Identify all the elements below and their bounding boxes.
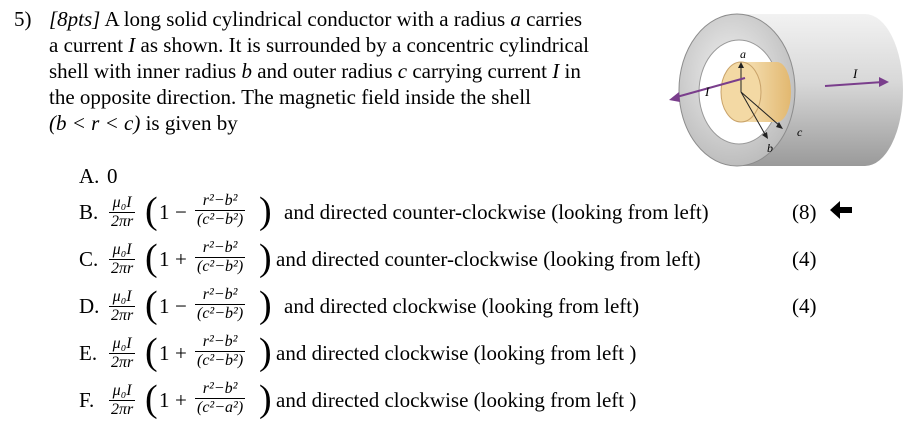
question-line-3: shell with inner radius b and outer radius c carrying current I in [49, 59, 581, 83]
question-line-2: a current I as shown. It is surrounded by a concentric cylindrical [49, 33, 590, 57]
inner-fraction: $\frac{\text{r²−b²}}{\text{(c²−b²)}}$ [197, 239, 244, 275]
prefix-fraction: $\frac{\text{μ₀I}}{2\pi r}$ [111, 335, 134, 371]
choice-description: and directed clockwise (looking from left ) [276, 341, 637, 365]
choice-letter: E. [79, 341, 98, 365]
choice-letter: D. [79, 294, 100, 318]
choice-value: 0 [107, 164, 118, 188]
inner-fraction: $\frac{\text{r²−b²}}{\text{(c²−b²)}}$ [197, 286, 244, 322]
prefix-fraction: $\frac{\text{μ₀I}}{2\pi r}$ [111, 194, 134, 230]
choice-description: and directed clockwise (looking from left ) [276, 388, 637, 412]
question-number: 5) [14, 7, 32, 31]
label-c: c [797, 125, 803, 139]
label-b: b [767, 141, 773, 155]
prefix-fraction: $\frac{\text{μ₀I}}{2\pi r}$ [111, 382, 134, 418]
inner-fraction: $\frac{\text{r²−b²}}{\text{(c²−b²)}}$ [197, 333, 244, 369]
question-text [49, 6, 659, 136]
question-line-5: (b < r < c) is given by [49, 111, 238, 135]
coaxial-cable-figure [665, 8, 905, 180]
choice-letter: C. [79, 247, 99, 271]
choice-letter: F. [79, 388, 95, 412]
prefix-fraction: $\frac{\text{μ₀I}}{2\pi r}$ [111, 288, 134, 324]
points-d: (4) [792, 294, 817, 318]
inner-fraction: $\frac{\text{r²−b²}}{\text{(c²−b²)}}$ [197, 192, 244, 228]
coaxial-cable-drawing [665, 8, 905, 180]
choice-description: and directed counter-clockwise (looking from left) [284, 200, 709, 224]
label-a: a [740, 47, 746, 61]
points-tag: [8pts] [49, 7, 101, 31]
choice-letter: A. [79, 164, 100, 188]
question-line-1: [8pts] A long solid cylindrical conductor with a radius a carries [49, 7, 583, 31]
label-current-right: I [853, 66, 858, 81]
points-b: (8) [792, 200, 817, 224]
label-current-left: I [705, 84, 710, 99]
left-arrow-icon [828, 198, 854, 222]
question-line-4: the opposite direction. The magnetic field inside the shell [49, 85, 531, 109]
points-c: (4) [792, 247, 817, 271]
prefix-fraction: $\frac{\text{μ₀I}}{2\pi r}$ [111, 241, 134, 277]
inner-fraction: $\frac{\text{r²−b²}}{\text{(c²−a²)}}$ [197, 380, 244, 416]
choice-description: and directed counter-clockwise (looking from left) [276, 247, 701, 271]
choice-letter: B. [79, 200, 99, 224]
choice-description: and directed clockwise (looking from left) [284, 294, 640, 318]
